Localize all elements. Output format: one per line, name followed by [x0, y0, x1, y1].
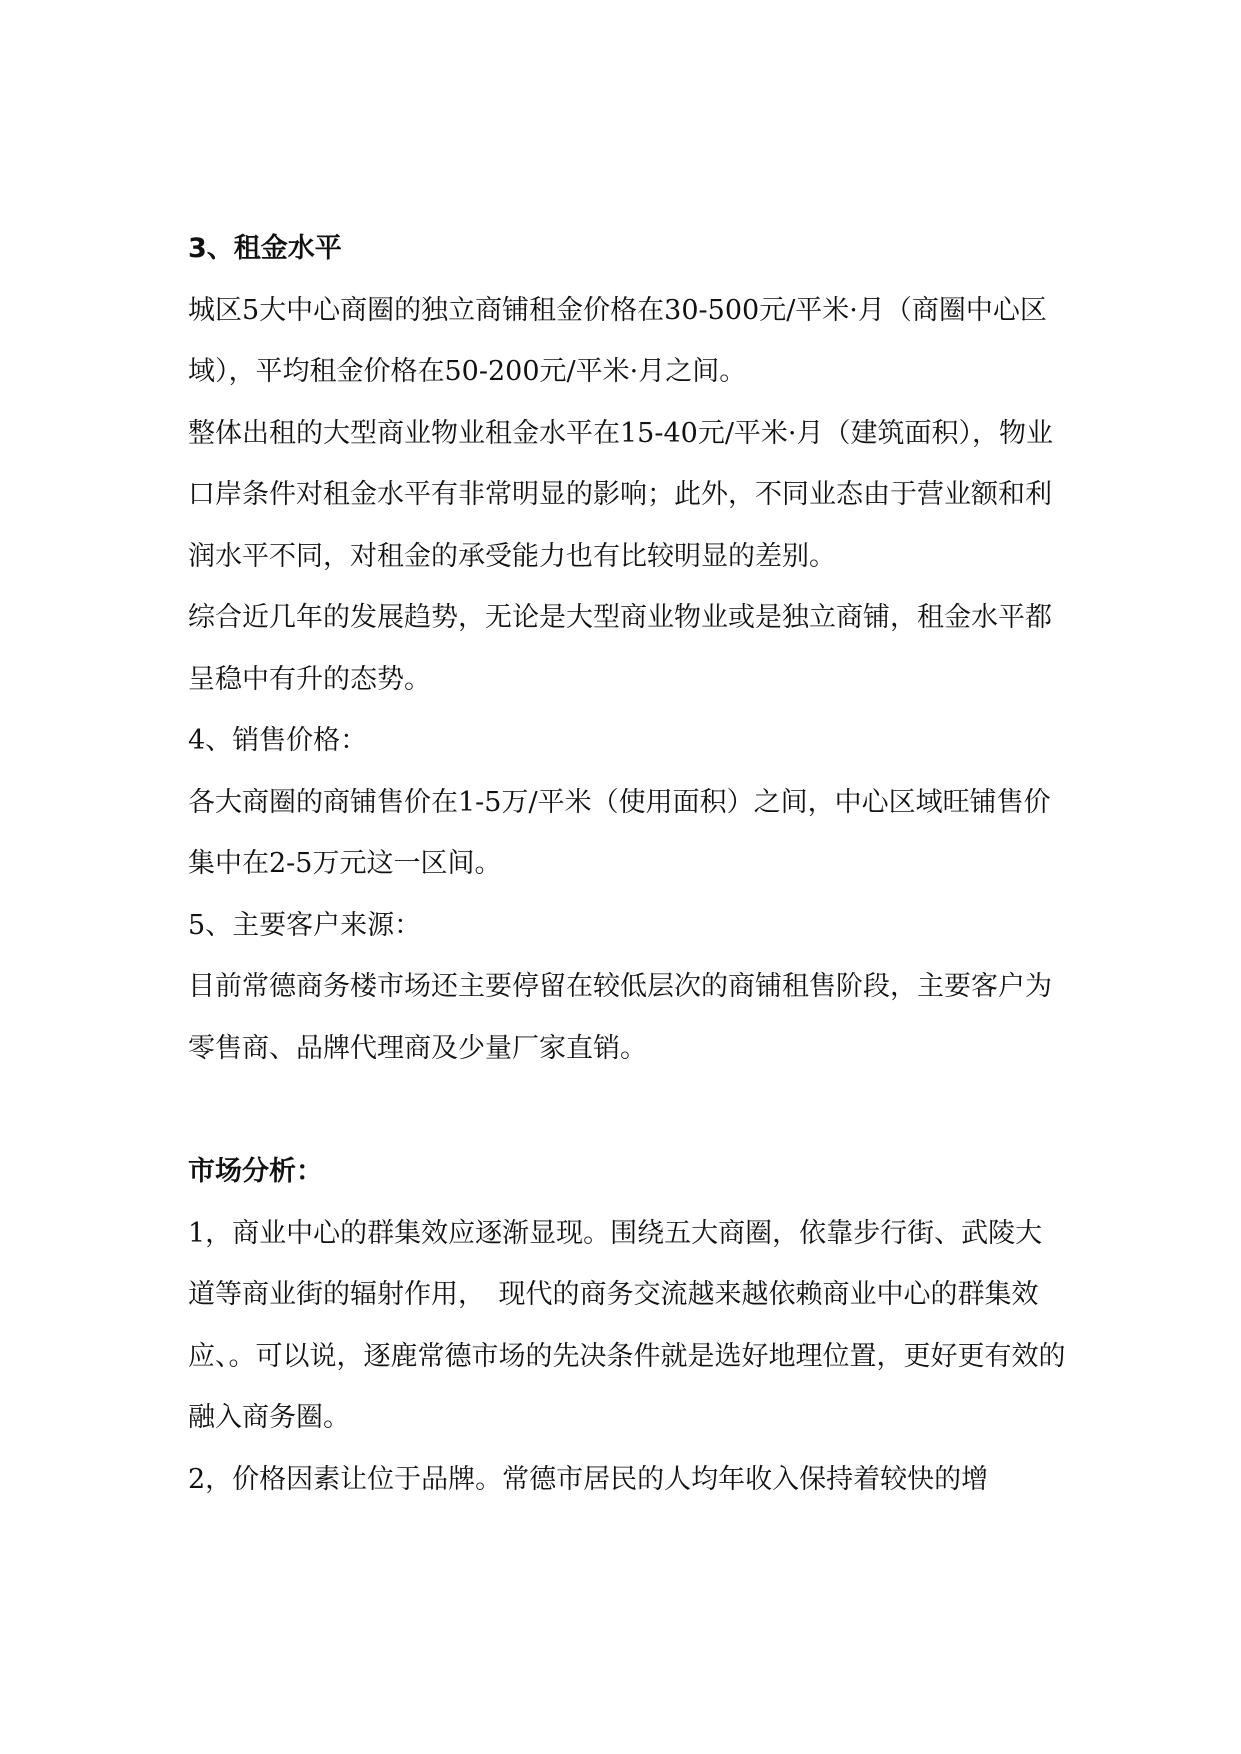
heading-customer-source: 5、主要客户来源： [188, 909, 422, 941]
document-body [188, 218, 1068, 1510]
heading-market-analysis: 市场分析： [188, 1156, 323, 1187]
paragraph-rent-large-property: 整体出租的大型商业物业租金水平在15-40元/平米·月（建筑面积），物业口岸条件对租金水平有非常明显的影响；此外，不同业态由于营业额和利润水平不同，对租金的承受能力也有比较明显的差别。 [188, 417, 1054, 572]
paragraph-customer-source: 目前常德商务楼市场还主要停留在较低层次的商铺租售阶段，主要客户为零售商、品牌代理商及少量厂家直销。 [188, 971, 1052, 1064]
paragraph-analysis-cluster: 1，商业中心的群集效应逐渐显现。围绕五大商圈，依靠步行街、武陵大道等商业街的辐射作用， 现代的商务交流越来越依赖商业中心的群集效应、。可以说，逐鹿常德市场的先决条件就是选好地理位置，更好更有效的融入商务圈。 [188, 1217, 1066, 1433]
paragraph-analysis-brand: 2，价格因素让位于品牌。常德市居民的人均年收入保持着较快的增 [188, 1463, 989, 1495]
paragraph-sale-price: 各大商圈的商铺售价在1-5万/平米（使用面积）之间，中心区域旺铺售价集中在2-5万元这一区间。 [188, 786, 1051, 879]
heading-sale-price: 4、销售价格： [188, 725, 368, 756]
heading-rent-level: 3、租金水平 [188, 233, 342, 264]
paragraph-rent-shops: 城区5大中心商圈的独立商铺租金价格在30-500元/平米·月（商圈中心区域），平均租金价格在50-200元/平米·月之间。 [188, 294, 1047, 387]
paragraph-rent-trend: 综合近几年的发展趋势，无论是大型商业物业或是独立商铺，租金水平都呈稳中有升的态势。 [188, 602, 1052, 695]
section-gap [188, 1079, 1068, 1141]
